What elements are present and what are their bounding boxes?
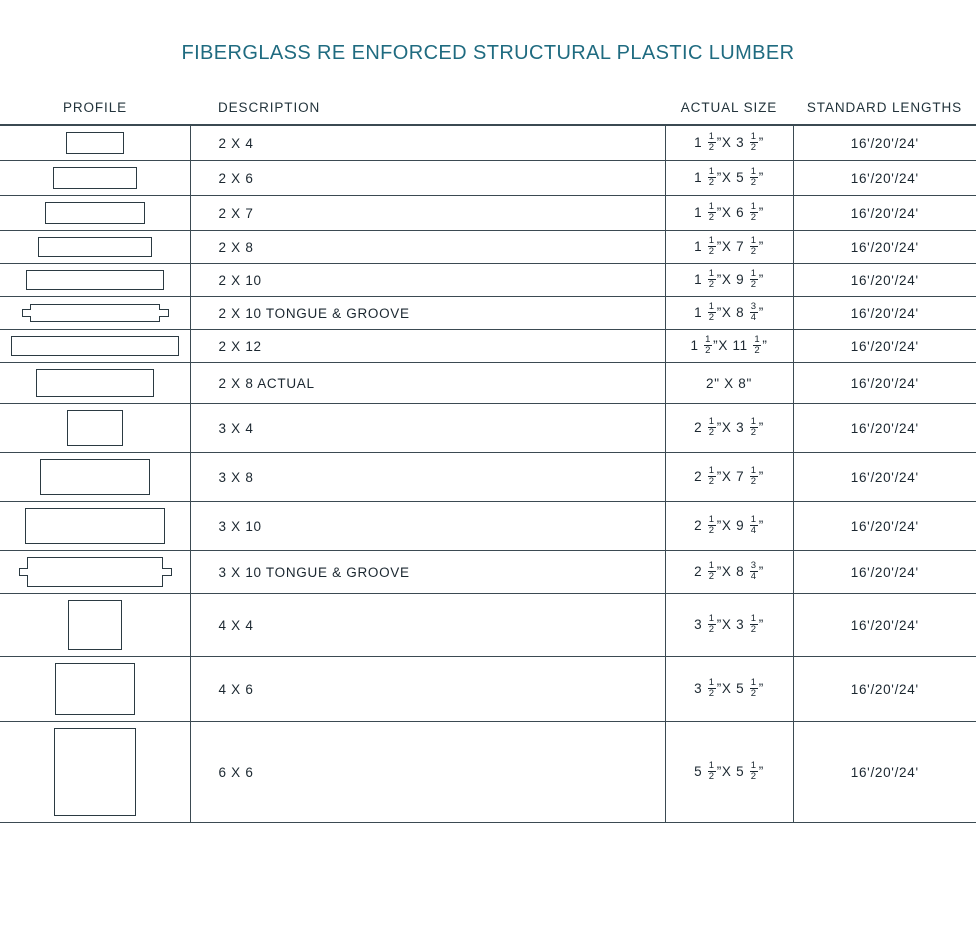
- standard-lengths-cell: 16'/20'/24': [793, 264, 976, 297]
- profile-shape: [68, 600, 122, 650]
- description-cell: 6 X 6: [190, 722, 665, 823]
- column-header-profile: PROFILE: [0, 100, 190, 125]
- description-cell: 2 X 7: [190, 196, 665, 231]
- description-cell: 4 X 4: [190, 594, 665, 657]
- table-row: [0, 404, 976, 453]
- profile-shape: [45, 202, 145, 224]
- actual-size-cell: 1 $\frac{1}{2}$ ”X 5 $\frac{1}{2}$ ”: [665, 161, 793, 196]
- table-row: [0, 363, 976, 404]
- standard-lengths-cell: 16'/20'/24': [793, 453, 976, 502]
- column-header-actual-size: ACTUAL SIZE: [665, 100, 793, 125]
- actual-size-cell: 1 $\frac{1}{2}$ ”X 9 $\frac{1}{2}$ ”: [665, 264, 793, 297]
- description-cell: 2 X 10: [190, 264, 665, 297]
- description-cell: 2 X 8: [190, 231, 665, 264]
- actual-size-cell: 1 $\frac{1}{2}$ ”X 8 $\frac{3}{4}$ ”: [665, 297, 793, 330]
- profile-cell: [0, 453, 190, 502]
- lumber-table: [0, 100, 976, 823]
- actual-size-cell: 1 $\frac{1}{2}$ ”X 3 $\frac{1}{2}$ ”: [665, 125, 793, 161]
- standard-lengths-cell: 16'/20'/24': [793, 330, 976, 363]
- actual-size-cell: 2 $\frac{1}{2}$ ”X 8 $\frac{3}{4}$ ”: [665, 551, 793, 594]
- table-row: [0, 330, 976, 363]
- lumber-table-wrapper: [0, 100, 976, 823]
- actual-size-cell: 2 $\frac{1}{2}$ ”X 7 $\frac{1}{2}$ ”: [665, 453, 793, 502]
- profile-shape: [55, 663, 135, 715]
- profile-shape: [26, 270, 164, 290]
- table-row: [0, 551, 976, 594]
- description-cell: 3 X 4: [190, 404, 665, 453]
- standard-lengths-cell: 16'/20'/24': [793, 502, 976, 551]
- column-header-standard-lengths: STANDARD LENGTHS: [793, 100, 976, 125]
- profile-shape: [53, 167, 137, 189]
- table-body: [0, 125, 976, 823]
- description-cell: 4 X 6: [190, 657, 665, 722]
- profile-shape: [40, 459, 150, 495]
- standard-lengths-cell: 16'/20'/24': [793, 551, 976, 594]
- actual-size-cell: 3 $\frac{1}{2}$ ”X 5 $\frac{1}{2}$ ”: [665, 657, 793, 722]
- actual-size-cell: 1 $\frac{1}{2}$ ”X 7 $\frac{1}{2}$ ”: [665, 231, 793, 264]
- profile-cell: [0, 125, 190, 161]
- actual-size-cell: 1 $\frac{1}{2}$ ”X 11 $\frac{1}{2}$ ”: [665, 330, 793, 363]
- standard-lengths-cell: 16'/20'/24': [793, 404, 976, 453]
- standard-lengths-cell: 16'/20'/24': [793, 231, 976, 264]
- table-row: [0, 502, 976, 551]
- profile-cell: [0, 502, 190, 551]
- profile-cell: [0, 161, 190, 196]
- table-header: [0, 100, 976, 125]
- profile-cell: [0, 231, 190, 264]
- standard-lengths-cell: 16'/20'/24': [793, 297, 976, 330]
- description-cell: 2 X 12: [190, 330, 665, 363]
- page-title: FIBERGLASS RE ENFORCED STRUCTURAL PLASTIC LUMBER: [181, 42, 795, 64]
- table-row: [0, 453, 976, 502]
- table-row: [0, 161, 976, 196]
- table-row: [0, 231, 976, 264]
- standard-lengths-cell: 16'/20'/24': [793, 161, 976, 196]
- column-header-description: DESCRIPTION: [190, 100, 665, 125]
- actual-size-cell: 1 $\frac{1}{2}$ ”X 6 $\frac{1}{2}$ ”: [665, 196, 793, 231]
- profile-cell: [0, 264, 190, 297]
- profile-shape: [38, 237, 152, 257]
- table-row: [0, 297, 976, 330]
- description-cell: 2 X 10 TONGUE & GROOVE: [190, 297, 665, 330]
- profile-shape: [67, 410, 123, 446]
- profile-shape: [11, 336, 179, 356]
- description-cell: 2 X 4: [190, 125, 665, 161]
- standard-lengths-cell: 16'/20'/24': [793, 722, 976, 823]
- standard-lengths-cell: 16'/20'/24': [793, 594, 976, 657]
- standard-lengths-cell: 16'/20'/24': [793, 657, 976, 722]
- profile-cell: [0, 404, 190, 453]
- profile-cell: [0, 551, 190, 594]
- actual-size-cell: 2 $\frac{1}{2}$ ”X 9 $\frac{1}{4}$ ”: [665, 502, 793, 551]
- description-cell: 3 X 10: [190, 502, 665, 551]
- profile-cell: [0, 330, 190, 363]
- standard-lengths-cell: 16'/20'/24': [793, 196, 976, 231]
- profile-shape: [54, 728, 136, 816]
- table-row: [0, 722, 976, 823]
- table-row: [0, 594, 976, 657]
- profile-cell: [0, 297, 190, 330]
- description-cell: 3 X 8: [190, 453, 665, 502]
- profile-cell: [0, 657, 190, 722]
- table-row: [0, 125, 976, 161]
- profile-shape: [25, 508, 165, 544]
- actual-size-cell: 3 $\frac{1}{2}$ ”X 3 $\frac{1}{2}$ ”: [665, 594, 793, 657]
- profile-shape: [66, 132, 124, 154]
- table-row: [0, 196, 976, 231]
- table-row: [0, 657, 976, 722]
- standard-lengths-cell: 16'/20'/24': [793, 363, 976, 404]
- profile-shape: [27, 557, 163, 587]
- table-row: [0, 264, 976, 297]
- actual-size-cell: 5 $\frac{1}{2}$ ”X 5 $\frac{1}{2}$ ”: [665, 722, 793, 823]
- actual-size-cell: 2" X 8": [665, 363, 793, 404]
- profile-cell: [0, 363, 190, 404]
- actual-size-cell: 2 $\frac{1}{2}$ ”X 3 $\frac{1}{2}$ ”: [665, 404, 793, 453]
- description-cell: 2 X 6: [190, 161, 665, 196]
- profile-cell: [0, 594, 190, 657]
- standard-lengths-cell: 16'/20'/24': [793, 125, 976, 161]
- profile-shape: [30, 304, 160, 322]
- profile-cell: [0, 196, 190, 231]
- profile-shape: [36, 369, 154, 397]
- profile-cell: [0, 722, 190, 823]
- description-cell: 2 X 8 ACTUAL: [190, 363, 665, 404]
- description-cell: 3 X 10 TONGUE & GROOVE: [190, 551, 665, 594]
